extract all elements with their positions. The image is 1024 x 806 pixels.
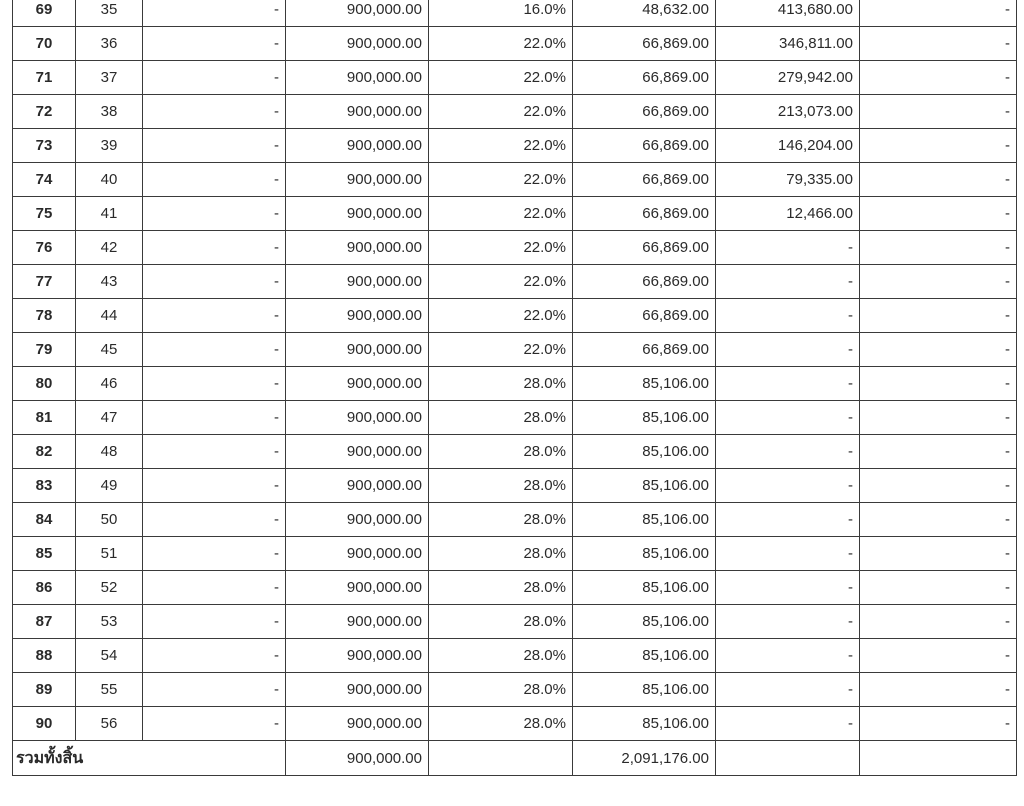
- amount-cell: 85,106.00: [573, 571, 716, 605]
- column-8-cell: -: [860, 129, 1017, 163]
- table-row: [13, 537, 1017, 571]
- year-cell: 74: [13, 163, 76, 197]
- age-cell: 35: [76, 0, 143, 27]
- amount-cell: 85,106.00: [573, 503, 716, 537]
- premium-cell: 900,000.00: [286, 27, 429, 61]
- column-8-cell: -: [860, 163, 1017, 197]
- age-cell: 39: [76, 129, 143, 163]
- rate-cell: 22.0%: [429, 95, 573, 129]
- amount-cell: 85,106.00: [573, 537, 716, 571]
- amount-cell: 85,106.00: [573, 435, 716, 469]
- column-3-cell: -: [143, 95, 286, 129]
- year-cell: 82: [13, 435, 76, 469]
- balance-cell: 12,466.00: [716, 197, 860, 231]
- table-row: [13, 265, 1017, 299]
- balance-cell: 79,335.00: [716, 163, 860, 197]
- premium-cell: 900,000.00: [286, 401, 429, 435]
- column-3-cell: -: [143, 265, 286, 299]
- column-8-cell: -: [860, 401, 1017, 435]
- age-cell: 55: [76, 673, 143, 707]
- amount-cell: 85,106.00: [573, 401, 716, 435]
- year-cell: 76: [13, 231, 76, 265]
- age-cell: 56: [76, 707, 143, 741]
- premium-cell: 900,000.00: [286, 469, 429, 503]
- balance-cell: -: [716, 435, 860, 469]
- year-cell: 89: [13, 673, 76, 707]
- rate-cell: 28.0%: [429, 673, 573, 707]
- balance-cell: 346,811.00: [716, 27, 860, 61]
- age-cell: 38: [76, 95, 143, 129]
- column-3-cell: -: [143, 299, 286, 333]
- amount-cell: 66,869.00: [573, 163, 716, 197]
- age-cell: 53: [76, 605, 143, 639]
- premium-cell: 900,000.00: [286, 367, 429, 401]
- column-8-cell: -: [860, 0, 1017, 27]
- table-row: [13, 197, 1017, 231]
- rate-cell: 22.0%: [429, 197, 573, 231]
- column-3-cell: -: [143, 129, 286, 163]
- premium-cell: 900,000.00: [286, 333, 429, 367]
- age-cell: 48: [76, 435, 143, 469]
- rate-cell: 28.0%: [429, 605, 573, 639]
- age-cell: 49: [76, 469, 143, 503]
- column-3-cell: -: [143, 197, 286, 231]
- year-cell: 83: [13, 469, 76, 503]
- column-8-cell: -: [860, 95, 1017, 129]
- amount-cell: 85,106.00: [573, 707, 716, 741]
- total-amount-cell: 2,091,176.00: [573, 741, 716, 776]
- table-row: [13, 639, 1017, 673]
- age-cell: 44: [76, 299, 143, 333]
- column-8-cell: -: [860, 707, 1017, 741]
- year-cell: 80: [13, 367, 76, 401]
- balance-cell: -: [716, 605, 860, 639]
- premium-cell: 900,000.00: [286, 197, 429, 231]
- table-row: [13, 469, 1017, 503]
- year-cell: 73: [13, 129, 76, 163]
- premium-cell: 900,000.00: [286, 537, 429, 571]
- amount-cell: 85,106.00: [573, 673, 716, 707]
- balance-cell: 213,073.00: [716, 95, 860, 129]
- premium-cell: 900,000.00: [286, 0, 429, 27]
- balance-cell: -: [716, 639, 860, 673]
- amount-cell: 66,869.00: [573, 299, 716, 333]
- balance-cell: -: [716, 231, 860, 265]
- year-cell: 84: [13, 503, 76, 537]
- rate-cell: 28.0%: [429, 435, 573, 469]
- age-cell: 37: [76, 61, 143, 95]
- column-8-cell: -: [860, 265, 1017, 299]
- rate-cell: 28.0%: [429, 707, 573, 741]
- balance-cell: -: [716, 367, 860, 401]
- balance-cell: -: [716, 673, 860, 707]
- premium-cell: 900,000.00: [286, 61, 429, 95]
- premium-cell: 900,000.00: [286, 435, 429, 469]
- balance-cell: -: [716, 537, 860, 571]
- column-3-cell: -: [143, 707, 286, 741]
- rate-cell: 28.0%: [429, 401, 573, 435]
- age-cell: 50: [76, 503, 143, 537]
- amount-cell: 66,869.00: [573, 61, 716, 95]
- year-cell: 87: [13, 605, 76, 639]
- year-cell: 88: [13, 639, 76, 673]
- premium-cell: 900,000.00: [286, 265, 429, 299]
- rate-cell: 22.0%: [429, 299, 573, 333]
- rate-cell: 28.0%: [429, 537, 573, 571]
- year-cell: 69: [13, 0, 76, 27]
- column-8-cell: -: [860, 571, 1017, 605]
- amount-cell: 66,869.00: [573, 231, 716, 265]
- amount-cell: 66,869.00: [573, 265, 716, 299]
- column-3-cell: -: [143, 0, 286, 27]
- total-empty-cell: [429, 741, 573, 776]
- column-8-cell: -: [860, 367, 1017, 401]
- table-row: [13, 435, 1017, 469]
- column-3-cell: -: [143, 469, 286, 503]
- premium-cell: 900,000.00: [286, 299, 429, 333]
- rate-cell: 22.0%: [429, 163, 573, 197]
- premium-cell: 900,000.00: [286, 95, 429, 129]
- total-premium-cell: 900,000.00: [286, 741, 429, 776]
- balance-cell: -: [716, 333, 860, 367]
- table-row: [13, 299, 1017, 333]
- age-cell: 43: [76, 265, 143, 299]
- premium-cell: 900,000.00: [286, 639, 429, 673]
- total-label: รวมทั้งสิ้น: [13, 741, 286, 776]
- age-cell: 45: [76, 333, 143, 367]
- column-3-cell: -: [143, 367, 286, 401]
- age-cell: 41: [76, 197, 143, 231]
- column-3-cell: -: [143, 163, 286, 197]
- rate-cell: 22.0%: [429, 265, 573, 299]
- year-cell: 81: [13, 401, 76, 435]
- column-8-cell: -: [860, 639, 1017, 673]
- year-cell: 72: [13, 95, 76, 129]
- data-table: [12, 0, 1017, 776]
- amount-cell: 66,869.00: [573, 197, 716, 231]
- age-cell: 36: [76, 27, 143, 61]
- column-8-cell: -: [860, 537, 1017, 571]
- column-3-cell: -: [143, 61, 286, 95]
- table-row: [13, 129, 1017, 163]
- column-3-cell: -: [143, 639, 286, 673]
- column-8-cell: -: [860, 333, 1017, 367]
- balance-cell: -: [716, 469, 860, 503]
- column-3-cell: -: [143, 673, 286, 707]
- table-body: [13, 0, 1017, 776]
- table-row: [13, 707, 1017, 741]
- table-row: [13, 61, 1017, 95]
- balance-cell: 413,680.00: [716, 0, 860, 27]
- age-cell: 51: [76, 537, 143, 571]
- rate-cell: 22.0%: [429, 129, 573, 163]
- column-8-cell: -: [860, 503, 1017, 537]
- column-3-cell: -: [143, 27, 286, 61]
- balance-cell: -: [716, 707, 860, 741]
- column-8-cell: -: [860, 299, 1017, 333]
- year-cell: 71: [13, 61, 76, 95]
- age-cell: 54: [76, 639, 143, 673]
- column-8-cell: -: [860, 197, 1017, 231]
- premium-cell: 900,000.00: [286, 503, 429, 537]
- rate-cell: 28.0%: [429, 367, 573, 401]
- balance-cell: -: [716, 401, 860, 435]
- rate-cell: 22.0%: [429, 231, 573, 265]
- age-cell: 52: [76, 571, 143, 605]
- balance-cell: -: [716, 299, 860, 333]
- column-3-cell: -: [143, 537, 286, 571]
- table-row: [13, 503, 1017, 537]
- table-row: [13, 231, 1017, 265]
- column-3-cell: -: [143, 571, 286, 605]
- year-cell: 78: [13, 299, 76, 333]
- amount-cell: 85,106.00: [573, 605, 716, 639]
- premium-cell: 900,000.00: [286, 673, 429, 707]
- premium-cell: 900,000.00: [286, 231, 429, 265]
- table-row: [13, 27, 1017, 61]
- table-row: [13, 367, 1017, 401]
- year-cell: 90: [13, 707, 76, 741]
- table-row: [13, 333, 1017, 367]
- total-empty-cell: [716, 741, 860, 776]
- total-row: [13, 741, 1017, 776]
- premium-cell: 900,000.00: [286, 707, 429, 741]
- table-row: [13, 163, 1017, 197]
- amount-cell: 66,869.00: [573, 129, 716, 163]
- table-row: [13, 401, 1017, 435]
- premium-cell: 900,000.00: [286, 605, 429, 639]
- age-cell: 46: [76, 367, 143, 401]
- year-cell: 77: [13, 265, 76, 299]
- rate-cell: 22.0%: [429, 333, 573, 367]
- age-cell: 47: [76, 401, 143, 435]
- rate-cell: 28.0%: [429, 571, 573, 605]
- column-8-cell: -: [860, 673, 1017, 707]
- premium-cell: 900,000.00: [286, 163, 429, 197]
- column-8-cell: -: [860, 231, 1017, 265]
- year-cell: 86: [13, 571, 76, 605]
- column-8-cell: -: [860, 27, 1017, 61]
- column-3-cell: -: [143, 231, 286, 265]
- column-3-cell: -: [143, 401, 286, 435]
- balance-cell: -: [716, 571, 860, 605]
- column-3-cell: -: [143, 435, 286, 469]
- year-cell: 79: [13, 333, 76, 367]
- amount-cell: 48,632.00: [573, 0, 716, 27]
- column-8-cell: -: [860, 61, 1017, 95]
- balance-cell: -: [716, 265, 860, 299]
- amount-cell: 66,869.00: [573, 27, 716, 61]
- table-row: [13, 0, 1017, 27]
- amount-cell: 85,106.00: [573, 367, 716, 401]
- table-row: [13, 95, 1017, 129]
- year-cell: 70: [13, 27, 76, 61]
- table-row: [13, 605, 1017, 639]
- balance-cell: 146,204.00: [716, 129, 860, 163]
- rate-cell: 28.0%: [429, 503, 573, 537]
- column-8-cell: -: [860, 469, 1017, 503]
- table-row: [13, 673, 1017, 707]
- rate-cell: 28.0%: [429, 639, 573, 673]
- balance-cell: 279,942.00: [716, 61, 860, 95]
- age-cell: 40: [76, 163, 143, 197]
- amount-cell: 85,106.00: [573, 639, 716, 673]
- total-empty-cell: [860, 741, 1017, 776]
- column-3-cell: -: [143, 333, 286, 367]
- amount-cell: 85,106.00: [573, 469, 716, 503]
- column-3-cell: -: [143, 605, 286, 639]
- amount-cell: 66,869.00: [573, 95, 716, 129]
- rate-cell: 22.0%: [429, 27, 573, 61]
- age-cell: 42: [76, 231, 143, 265]
- rate-cell: 16.0%: [429, 0, 573, 27]
- table-row: [13, 571, 1017, 605]
- year-cell: 75: [13, 197, 76, 231]
- premium-cell: 900,000.00: [286, 129, 429, 163]
- rate-cell: 22.0%: [429, 61, 573, 95]
- amount-cell: 66,869.00: [573, 333, 716, 367]
- column-8-cell: -: [860, 605, 1017, 639]
- premium-cell: 900,000.00: [286, 571, 429, 605]
- year-cell: 85: [13, 537, 76, 571]
- balance-cell: -: [716, 503, 860, 537]
- rate-cell: 28.0%: [429, 469, 573, 503]
- column-3-cell: -: [143, 503, 286, 537]
- column-8-cell: -: [860, 435, 1017, 469]
